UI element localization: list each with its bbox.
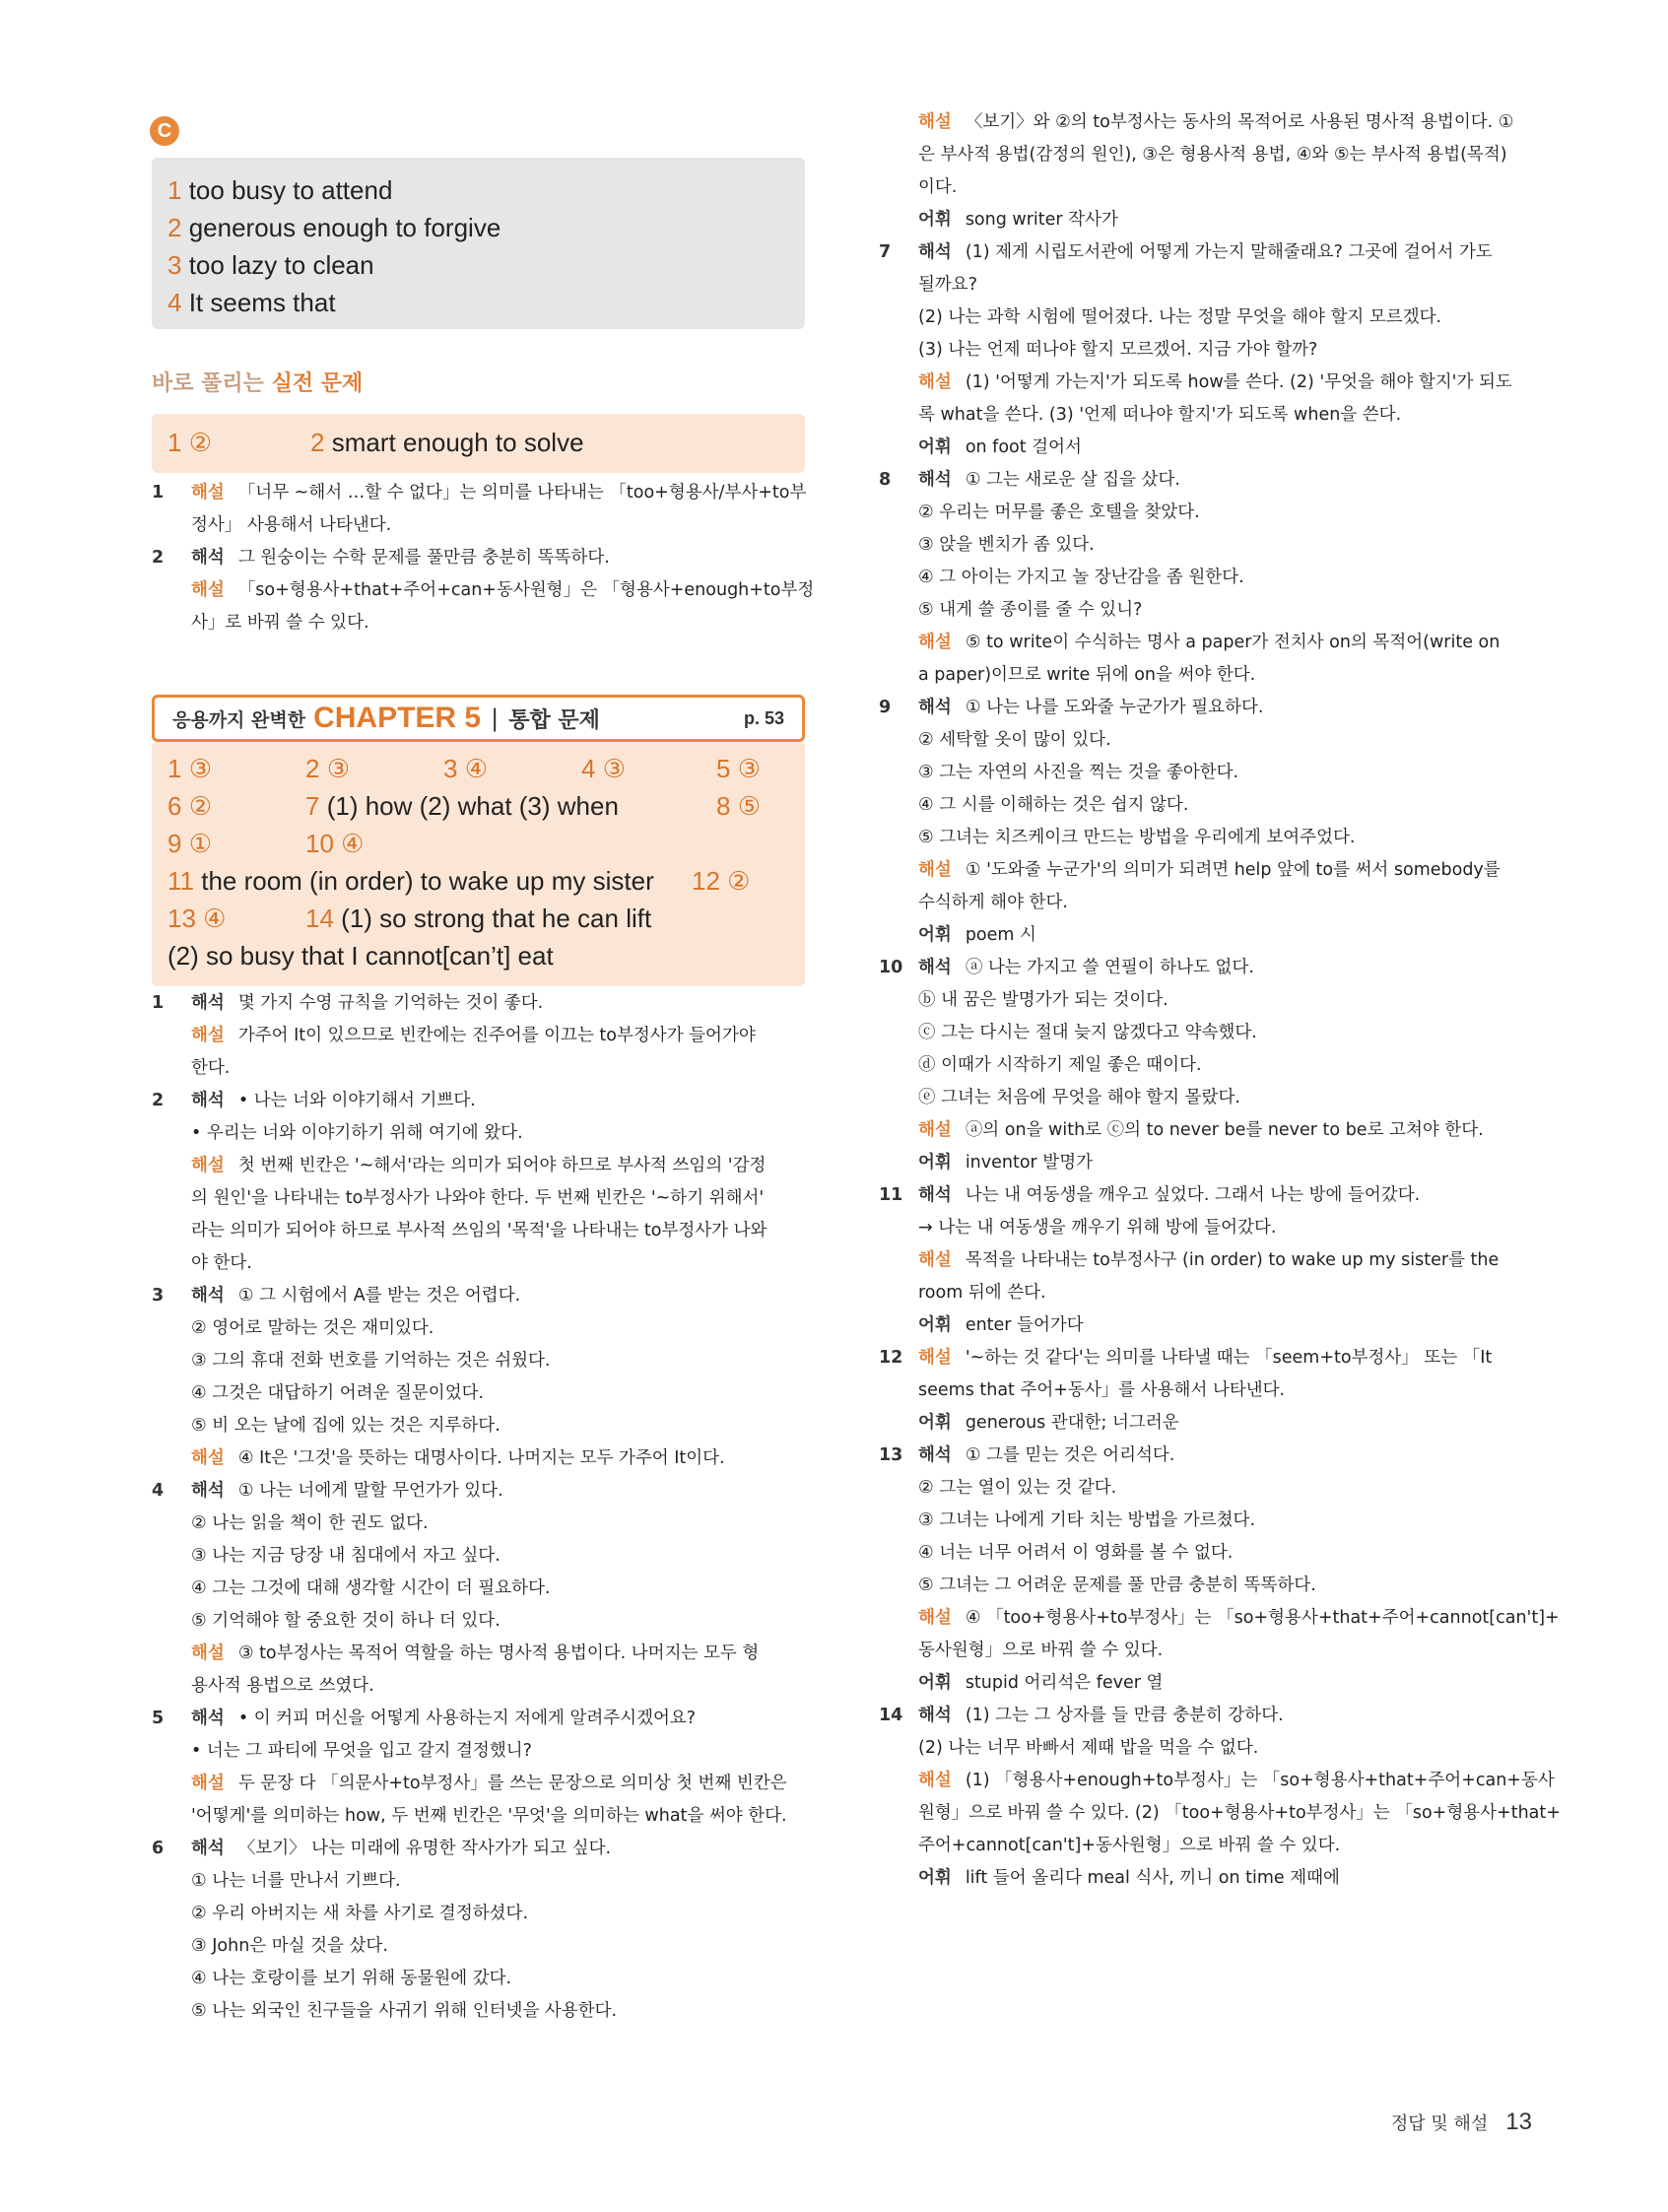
explanation-label: 해설 (191, 580, 225, 600)
explanation-text: '~하는 것 같다'는 의미를 나타낼 때는 「seem+to부정사」 또는 「It (965, 1348, 1493, 1368)
explanation-text: 용사적 용법으로 쓰였다. (191, 1676, 374, 1696)
explanation-line (918, 432, 1561, 464)
explanation-label: 어휘 (918, 1413, 952, 1433)
explanation-label: 해석 (191, 1709, 225, 1728)
explanation-line (918, 822, 1561, 854)
explanation-line (191, 1898, 787, 1930)
explanation-line (918, 302, 1561, 334)
explanation-line (918, 1147, 1561, 1179)
page-footer (1391, 2109, 1532, 2136)
chapter-answer: 13 ④ (167, 904, 227, 933)
explanation-text: 목적을 나타내는 to부정사구 (in order) to wake up my sister를 the (965, 1250, 1500, 1270)
explanation-text: ① '도와줄 누군가'의 의미가 되려면 help 앞에 to를 써서 somebody를 (965, 860, 1501, 880)
chapter-answer-box (152, 742, 805, 986)
explanation-text: ① 그를 믿는 것은 어리석다. (965, 1445, 1175, 1465)
explanation-text: ④ It은 '그것'을 뜻하는 대명사이다. 나머지는 모두 가주어 It이다. (237, 1448, 725, 1468)
explanation-text: seems that 주어+동사」를 사용해서 나타낸다. (918, 1380, 1286, 1400)
explanation-number: 13 (879, 1445, 903, 1465)
explanation-line (918, 1082, 1561, 1114)
explanation-text: (1) '어떻게 가는지'가 되도록 how를 쓴다. (2) '무엇을 해야 할지'가 되도 (965, 372, 1512, 392)
explanation-label: 해설 (191, 483, 225, 503)
explanation-number: 7 (879, 242, 892, 262)
explanation-line (191, 1540, 787, 1573)
explanation-label: 해석 (191, 993, 225, 1013)
explanation-label: 해석 (918, 470, 952, 490)
explanation-line (191, 1215, 787, 1247)
explanation-label: 해설 (918, 1120, 952, 1140)
explanation-line (918, 789, 1561, 822)
chapter-answer: 2 ③ (305, 754, 351, 783)
explanation-text: 록 what을 쓴다. (3) '언제 떠나야 할지'가 되도록 when을 쓴다. (918, 405, 1402, 425)
explanation-text: 사」로 바꿔 쓸 수 있다. (191, 613, 369, 633)
explanation-item (879, 1342, 1561, 1440)
explanation-number: 5 (152, 1709, 165, 1728)
explanation-text: ⓔ 그녀는 처음에 무엇을 해야 할지 몰랐다. (918, 1088, 1240, 1107)
explanation-text: → 나는 내 여동생을 깨우기 위해 방에 들어갔다. (918, 1218, 1277, 1238)
explanation-text: ⑤ 그녀는 그 어려운 문제를 풀 만큼 충분히 똑똑하다. (918, 1575, 1316, 1595)
explanation-line (191, 1442, 787, 1475)
chapter-answer: 5 ③ (716, 754, 762, 783)
explanation-line (152, 1280, 787, 1312)
explanation-number: 6 (152, 1839, 165, 1858)
explanation-line (918, 1114, 1561, 1147)
explanation-label: 해설 (191, 1156, 225, 1175)
chapter-answer: 6 ② (167, 791, 213, 821)
explanation-line (191, 1638, 787, 1670)
explanation-line (191, 1345, 787, 1377)
explanation-line (918, 106, 1561, 139)
explanation-label: 어휘 (918, 1868, 952, 1888)
explanation-line (191, 1768, 787, 1800)
explanation-line (918, 1635, 1561, 1667)
explanation-text: ③ to부정사는 목적어 역할을 하는 명사적 용법이다. 나머지는 모두 형 (237, 1643, 760, 1663)
answer-line: 4 It seems that (167, 288, 336, 317)
explanation-number: 9 (879, 698, 892, 717)
explanation-text: ② 영어로 말하는 것은 재미있다. (191, 1318, 434, 1338)
explanation-line (879, 692, 1561, 724)
explanation-text: (1) 제게 시립도서관에 어떻게 가는지 말해줄래요? 그곳에 걸어서 가도 (965, 242, 1493, 262)
explanation-line (191, 1182, 787, 1215)
explanation-text: ④ 그 아이는 가지고 놀 장난감을 좀 원한다. (918, 568, 1244, 587)
explanation-text: 가주어 It이 있으므로 빈칸에는 진주어를 이끄는 to부정사가 들어가야 (237, 1026, 756, 1045)
explanation-text: ② 우리는 머무를 좋은 호텔을 찾았다. (918, 503, 1200, 522)
explanation-text: ⑤ to write이 수식하는 명사 a paper가 전치사 on의 목적어(write on (965, 633, 1501, 652)
explanation-line (191, 1117, 787, 1150)
explanation-text: ⑤ 나는 외국인 친구들을 사귀기 위해 인터넷을 사용한다. (191, 2001, 618, 2021)
explanation-line (918, 139, 1561, 171)
explanation-number: 8 (879, 470, 892, 490)
explanation-text: stupid 어리석은 fever 열 (965, 1673, 1164, 1693)
explanation-text: ⑤ 비 오는 날에 집에 있는 것은 지루하다. (191, 1416, 500, 1436)
explanation-text: ⓐ의 on을 with로 ⓒ의 to never be를 never to be로 고쳐야 한다. (965, 1120, 1484, 1140)
explanation-text: ⑤ 내게 쓸 종이를 줄 수 있니? (918, 600, 1143, 620)
explanation-label: 해설 (918, 1348, 952, 1368)
chapter-answer: 12 ② (692, 866, 751, 896)
explanation-label: 해설 (191, 1026, 225, 1045)
explanation-line (918, 1374, 1561, 1407)
explanation-line (191, 1995, 787, 2028)
explanation-text: 라는 의미가 되어야 하므로 부사적 쓰임의 '목적'을 나타내는 to부정사가 나와 (191, 1221, 767, 1240)
explanation-text: 동사원형」으로 바꿔 쓸 수 있다. (918, 1641, 1164, 1660)
explanation-number: 3 (152, 1286, 165, 1306)
explanation-line (918, 854, 1561, 887)
explanation-line (191, 1150, 787, 1182)
explanation-text: 첫 번째 빈칸은 '~해서'라는 의미가 되어야 하므로 부사적 쓰임의 '감정 (237, 1156, 767, 1175)
explanation-text: ⓓ 이때가 시작하기 제일 좋은 때이다. (918, 1055, 1202, 1075)
explanation-line (918, 1602, 1561, 1635)
explanation-line (152, 987, 787, 1020)
explanation-line (879, 464, 1561, 497)
explanation-line (191, 1865, 787, 1898)
explanation-text: 야 한다. (191, 1253, 252, 1273)
chapter-answer: 9 ① (167, 829, 213, 858)
explanation-text: enter 들어가다 (965, 1315, 1084, 1335)
explanation-text: (1) 그는 그 상자를 들 만큼 충분히 강하다. (965, 1706, 1284, 1725)
explanation-line (191, 574, 814, 607)
chapter-answer: 8 ⑤ (716, 791, 762, 821)
explanation-item (152, 477, 814, 542)
explanation-text: • 나는 너와 이야기해서 기쁘다. (237, 1091, 476, 1110)
explanation-text: a paper)이므로 write 뒤에 on을 써야 한다. (918, 665, 1256, 685)
explanation-label: 해설 (918, 1250, 952, 1270)
explanation-line (152, 1833, 787, 1865)
explanation-text: poem 시 (965, 925, 1036, 945)
explanation-line (918, 1017, 1561, 1049)
explanation-label: 해석 (191, 1481, 225, 1501)
explanation-text: ⑤ 기억해야 할 중요한 것이 하나 더 있다. (191, 1611, 500, 1631)
explanation-text: 〈보기〉 나는 미래에 유명한 작사가가 되고 싶다. (237, 1839, 612, 1858)
explanation-line (191, 607, 814, 639)
explanation-number: 10 (879, 958, 903, 977)
explanation-line (191, 1052, 787, 1085)
explanation-item (879, 1440, 1561, 1700)
explanation-line (918, 659, 1561, 692)
right-explanations (879, 106, 1561, 1895)
explanation-text: ④ 너는 너무 어려서 이 영화를 볼 수 없다. (918, 1543, 1234, 1563)
explanation-text: ③ 그는 자연의 사진을 찍는 것을 좋아한다. (918, 763, 1239, 782)
explanation-line (918, 919, 1561, 952)
explanation-text: 〈보기〉와 ②의 to부정사는 동사의 목적어로 사용된 명사적 용법이다. ① (965, 112, 1514, 132)
explanation-item (879, 464, 1561, 692)
chapter-answer: (2) so busy that I cannot[can’t] eat (167, 941, 554, 971)
explanation-label: 해설 (918, 633, 952, 652)
explanation-label: 해석 (918, 1706, 952, 1725)
section-c-badge: C (150, 116, 179, 146)
explanation-line (918, 399, 1561, 432)
explanation-item (152, 1475, 787, 1703)
explanation-text: 이다. (918, 177, 958, 197)
explanation-line (191, 1410, 787, 1442)
explanation-text: ① 그는 새로운 살 집을 샀다. (965, 470, 1180, 490)
explanation-number: 12 (879, 1348, 903, 1368)
explanation-text: song writer 작사가 (965, 210, 1118, 230)
chapter-answer: 11 the room (in order) to wake up my sister (167, 866, 654, 896)
explanation-line (918, 594, 1561, 627)
explanation-text: 한다. (191, 1058, 231, 1078)
explanation-text: 은 부사적 용법(감정의 원인), ③은 형용사적 용법, ④와 ⑤는 부사적 용법(목적) (918, 145, 1507, 165)
explanation-line (918, 204, 1561, 236)
explanation-text: ③ 그녀는 나에게 기타 치는 방법을 가르쳤다. (918, 1510, 1256, 1530)
chapter-answer: 3 ④ (443, 754, 489, 783)
explanation-item (879, 952, 1561, 1179)
explanation-text: room 뒤에 쓴다. (918, 1283, 1046, 1303)
explanation-line (918, 757, 1561, 789)
explanation-text: ③ 그의 휴대 전화 번호를 기억하는 것은 쉬웠다. (191, 1351, 551, 1371)
explanation-text: inventor 발명가 (965, 1153, 1094, 1173)
explanation-item (879, 692, 1561, 952)
explanation-text: ⓐ 나는 가지고 쓸 연필이 하나도 없다. (965, 958, 1254, 977)
explanation-text: ⓑ 내 꿈은 발명가가 되는 것이다. (918, 990, 1168, 1010)
explanation-text: ⓒ 그는 다시는 절대 늦지 않겠다고 약속했다. (918, 1023, 1257, 1042)
explanation-line (918, 1667, 1561, 1700)
explanation-label: 해설 (191, 1448, 225, 1468)
explanation-line (918, 1765, 1561, 1797)
explanation-line (191, 509, 814, 542)
explanation-text: • 이 커피 머신을 어떻게 사용하는지 저에게 알려주시겠어요? (237, 1709, 697, 1728)
explanation-text: ① 나는 나를 도와줄 누군가가 필요하다. (965, 698, 1264, 717)
explanation-text: on foot 걸어서 (965, 437, 1082, 457)
explanation-label: 어휘 (918, 210, 952, 230)
explanation-line (879, 1700, 1561, 1732)
explanation-line (918, 171, 1561, 204)
explanation-line (918, 269, 1561, 302)
explanation-label: 해설 (918, 1771, 952, 1790)
explanation-text: 두 문장 다 「의문사+to부정사」를 쓰는 문장으로 의미상 첫 번째 빈칸은 (237, 1774, 787, 1793)
explanation-line (918, 1309, 1561, 1342)
explanation-text: • 우리는 너와 이야기하기 위해 여기에 왔다. (191, 1123, 523, 1143)
explanation-label: 해설 (918, 1608, 952, 1628)
explanation-line (191, 1800, 787, 1833)
explanation-number: 4 (152, 1481, 165, 1501)
explanation-line (191, 1930, 787, 1963)
explanation-number: 1 (152, 483, 165, 503)
chapter-answer: 1 ③ (167, 754, 213, 783)
explanation-label: 해설 (191, 1643, 225, 1663)
answer-line: 2 generous enough to forgive (167, 213, 501, 242)
page-number: 13 (1505, 2109, 1532, 2135)
explanation-text: ④ 「too+형용사+to부정사」는 「so+형용사+that+주어+cannot[can't]+ (965, 1608, 1560, 1628)
explanation-line (918, 1472, 1561, 1505)
explanation-line (918, 334, 1561, 367)
footer-label: 정답 및 해설 (1390, 2113, 1489, 2134)
explanation-text: ③ 나는 지금 당장 내 침대에서 자고 싶다. (191, 1546, 500, 1566)
explanation-item (879, 1700, 1561, 1895)
explanation-line (152, 1475, 787, 1508)
explanation-line (918, 1797, 1561, 1830)
chapter-header: 응용까지 완벽한 CHAPTER 5 | 통합 문제 p. 53 (152, 695, 805, 742)
explanation-line (918, 1212, 1561, 1244)
explanation-label: 해석 (191, 1286, 225, 1306)
explanation-text: generous 관대한; 너그러운 (965, 1413, 1179, 1433)
chapter-answer: 10 ④ (305, 829, 365, 858)
explanation-label: 어휘 (918, 1673, 952, 1693)
explanation-label: 해설 (191, 1774, 225, 1793)
explanation-line (918, 1505, 1561, 1537)
explanation-label: 해석 (918, 242, 952, 262)
explanation-line (879, 1179, 1561, 1212)
explanation-line (191, 1312, 787, 1345)
explanation-item (152, 1833, 787, 2028)
explanation-line (879, 1342, 1561, 1374)
explanation-item (918, 106, 1561, 236)
explanation-label: 해설 (918, 372, 952, 392)
explanation-text: 그 원숭이는 수학 문제를 풀만큼 충분히 똑똑하다. (237, 548, 610, 568)
practice-answer-box (152, 414, 805, 473)
explanation-line (191, 1963, 787, 1995)
explanation-line (152, 1085, 787, 1117)
explanation-label: 어휘 (918, 437, 952, 457)
explanation-text: 될까요? (918, 275, 978, 295)
explanation-item (879, 1179, 1561, 1342)
explanation-line (191, 1735, 787, 1768)
explanation-text: 「너무 ~해서 …할 수 없다」는 의미를 나타내는 「too+형용사/부사+to부 (237, 483, 807, 503)
explanation-line (918, 562, 1561, 594)
explanation-label: 어휘 (918, 1315, 952, 1335)
explanation-text: (1) 「형용사+enough+to부정사」는 「so+형용사+that+주어+can+동사 (965, 1771, 1555, 1790)
explanation-item (152, 542, 815, 639)
explanation-line (879, 952, 1561, 984)
explanation-line (918, 1407, 1561, 1440)
explanation-label: 해석 (191, 1091, 225, 1110)
explanation-number: 2 (152, 548, 165, 568)
explanation-text: (2) 나는 너무 바빠서 제때 밥을 먹을 수 없다. (918, 1738, 1259, 1758)
explanation-text: 「so+형용사+that+주어+can+동사원형」은 「형용사+enough+to부정 (237, 580, 815, 600)
explanation-text: 나는 내 여동생을 깨우고 싶었다. 그래서 나는 방에 들어갔다. (965, 1185, 1421, 1205)
explanation-text: '어떻게'를 의미하는 how, 두 번째 빈칸은 '무엇'을 의미하는 what을 써야 한다. (191, 1806, 787, 1826)
explanation-line (191, 1508, 787, 1540)
explanation-text: 원형」으로 바꿔 쓸 수 있다. (2) 「too+형용사+to부정사」는 「so+형용사+that+ (918, 1803, 1561, 1823)
explanation-line (918, 984, 1561, 1017)
explanation-label: 해석 (918, 1445, 952, 1465)
explanation-line (152, 477, 814, 509)
explanation-item (152, 1703, 787, 1833)
explanation-line (191, 1020, 787, 1052)
explanation-line (879, 236, 1561, 269)
explanation-text: ④ 그는 그것에 대해 생각할 시간이 더 필요하다. (191, 1578, 551, 1598)
explanation-label: 어휘 (918, 1153, 952, 1173)
explanation-label: 해석 (918, 958, 952, 977)
explanation-text: (2) 나는 과학 시험에 떨어졌다. 나는 정말 무엇을 해야 할지 모르겠다. (918, 307, 1442, 327)
explanation-text: 주어+cannot[can't]+동사원형」으로 바꿔 쓸 수 있다. (918, 1836, 1341, 1855)
answer-line: 1 too busy to attend (167, 175, 393, 205)
explanation-text: ④ 나는 호랑이를 보기 위해 동물원에 갔다. (191, 1969, 512, 1988)
explanation-line (918, 529, 1561, 562)
explanation-line (152, 542, 814, 574)
explanation-line (152, 1703, 787, 1735)
explanation-number: 2 (152, 1091, 165, 1110)
chapter-answer: 4 ③ (581, 754, 627, 783)
left-explanations (152, 987, 787, 2028)
explanation-line (918, 1244, 1561, 1277)
explanation-item (152, 1085, 787, 1280)
explanation-text: ③ 앉을 벤치가 좀 있다. (918, 535, 1095, 555)
explanation-item (152, 1280, 787, 1475)
explanation-text: ② 세탁할 옷이 많이 있다. (918, 730, 1111, 750)
explanation-text: 의 원인'을 나타내는 to부정사가 나와야 한다. 두 번째 빈칸은 '~하기 위해서' (191, 1188, 765, 1208)
explanation-number: 14 (879, 1706, 903, 1725)
explanation-text: ① 그 시험에서 A를 받는 것은 어렵다. (237, 1286, 521, 1306)
explanation-line (918, 497, 1561, 529)
practice-explanations (152, 477, 815, 639)
explanation-label: 해석 (918, 698, 952, 717)
explanation-line (918, 1830, 1561, 1862)
chapter-answer: 14 (1) so strong that he can lift (305, 904, 652, 933)
explanation-line (918, 367, 1561, 399)
explanation-label: 해석 (191, 1839, 225, 1858)
explanation-text: ① 나는 너에게 말할 무언가가 있다. (237, 1481, 503, 1501)
explanation-text: lift 들어 올리다 meal 식사, 끼니 on time 제때에 (965, 1868, 1340, 1888)
explanation-line (191, 1573, 787, 1605)
explanation-line (918, 1049, 1561, 1082)
practice-title: 바로 풀리는 실전 문제 (152, 371, 364, 396)
explanation-number: 11 (879, 1185, 903, 1205)
answer-line: 1 ② 2 smart enough to solve (167, 428, 584, 457)
explanation-text: ② 그는 열이 있는 것 같다. (918, 1478, 1117, 1498)
answer-line: 3 too lazy to clean (167, 250, 374, 280)
explanation-line (918, 887, 1561, 919)
explanation-text: ⑤ 그녀는 치즈케이크 만드는 방법을 우리에게 보여주었다. (918, 828, 1356, 847)
explanation-text: ④ 그것은 대답하기 어려운 질문이었다. (191, 1383, 485, 1403)
section-c-answer-box (152, 158, 805, 329)
explanation-text: 수식하게 해야 한다. (918, 893, 1068, 912)
explanation-text: (3) 나는 언제 떠나야 할지 모르겠어. 지금 가야 할까? (918, 340, 1318, 360)
explanation-line (918, 1537, 1561, 1570)
explanation-line (191, 1377, 787, 1410)
explanation-text: ② 나는 읽을 책이 한 권도 없다. (191, 1513, 429, 1533)
explanation-label: 해설 (918, 860, 952, 880)
explanation-text: 정사」 사용해서 나타낸다. (191, 515, 392, 535)
explanation-item (152, 987, 787, 1085)
explanation-text: ③ John은 마실 것을 샀다. (191, 1936, 388, 1956)
explanation-line (879, 1440, 1561, 1472)
explanation-line (191, 1605, 787, 1638)
explanation-label: 해석 (191, 548, 225, 568)
explanation-text: ④ 그 시를 이해하는 것은 쉽지 않다. (918, 795, 1189, 815)
explanation-line (191, 1247, 787, 1280)
explanation-line (918, 1570, 1561, 1602)
explanation-label: 해설 (918, 112, 952, 132)
explanation-line (191, 1670, 787, 1703)
explanation-text: ① 나는 너를 만나서 기쁘다. (191, 1871, 401, 1891)
chapter-answer: 7 (1) how (2) what (3) when (305, 791, 619, 821)
explanation-text: 몇 가지 수영 규칙을 기억하는 것이 좋다. (237, 993, 544, 1013)
explanation-line (918, 627, 1561, 659)
explanation-line (918, 1732, 1561, 1765)
explanation-number: 1 (152, 993, 165, 1013)
explanation-label: 어휘 (918, 925, 952, 945)
explanation-line (918, 724, 1561, 757)
explanation-line (918, 1862, 1561, 1895)
explanation-line (918, 1277, 1561, 1309)
explanation-text: • 너는 그 파티에 무엇을 입고 갈지 결정했니? (191, 1741, 532, 1761)
explanation-text: ② 우리 아버지는 새 차를 사기로 결정하셨다. (191, 1904, 529, 1923)
explanation-label: 해석 (918, 1185, 952, 1205)
explanation-item (879, 236, 1561, 464)
